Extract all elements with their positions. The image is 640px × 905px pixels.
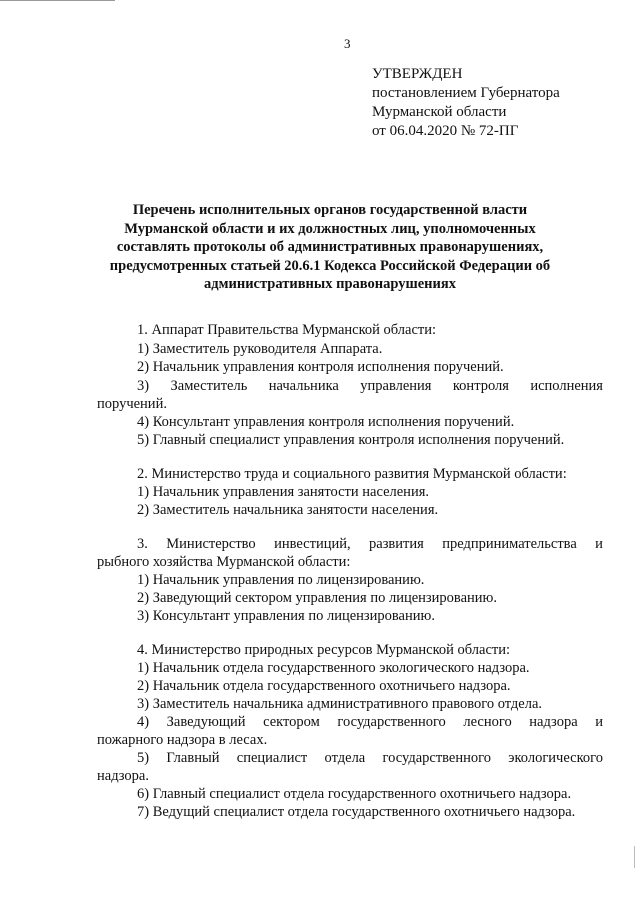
list-item: 1) Начальник управления по лицензированию.: [137, 572, 425, 588]
scan-edge-line: [0, 0, 115, 1]
word: экологического: [508, 750, 603, 766]
word: отдела: [324, 750, 366, 766]
word: Министерство: [166, 536, 256, 552]
list-item: 7) Ведущий специалист отдела государственного охотничьего надзора.: [137, 804, 576, 820]
word: начальника: [268, 378, 339, 394]
list-item: 3) Заместитель начальника административного правового отдела.: [137, 696, 543, 712]
word: надзора: [529, 714, 578, 730]
title-line: Перечень исполнительных органов государственной власти: [132, 202, 528, 218]
word: специалист: [236, 750, 308, 766]
word: и: [595, 714, 603, 730]
word: государственного: [382, 750, 491, 766]
word: контроля: [452, 378, 509, 394]
list-item: 6) Главный специалист отдела государственного охотничьего надзора.: [137, 786, 572, 802]
word: 3): [137, 378, 150, 394]
list-item: 4) Консультант управления контроля исполнения поручений.: [137, 414, 515, 430]
word: государственного: [337, 714, 446, 730]
word: 5): [137, 750, 150, 766]
word: развития: [369, 536, 424, 552]
document-title: [100, 201, 560, 294]
word: Заведующий: [166, 714, 246, 730]
word: предпринимательства: [442, 536, 577, 552]
list-item: 2) Заведующий сектором управления по лицензированию.: [137, 590, 497, 606]
list-item: 5) Главный специалист управления контроля исполнения поручений.: [137, 432, 565, 448]
list-item-justified: [137, 713, 603, 731]
approval-heading: УТВЕРЖДЕН: [372, 66, 463, 82]
section-heading-justified: [137, 535, 603, 553]
word: 4): [137, 714, 150, 730]
title-line: административных правонарушениях: [204, 276, 456, 293]
section-heading: 1. Аппарат Правительства Мурманской области:: [137, 322, 437, 338]
title-line: предусмотренных статьей 20.6.1 Кодекса Российской Федерации об: [109, 257, 551, 274]
word: исполнения: [530, 378, 603, 394]
list-item: 2) Начальник управления контроля исполнения поручений.: [137, 359, 504, 375]
list-item: 1) Начальник отдела государственного экологического надзора.: [137, 660, 530, 676]
list-item-continuation: пожарного надзора в лесах.: [97, 732, 268, 748]
word: управления: [360, 378, 432, 394]
list-item: 3) Консультант управления по лицензированию.: [137, 608, 435, 624]
word: 3.: [137, 536, 148, 552]
word: инвестиций,: [274, 536, 351, 552]
word: лесного: [463, 714, 512, 730]
list-item-justified: [137, 377, 603, 395]
approval-stamp-block: [372, 65, 560, 141]
word: сектором: [263, 714, 320, 730]
section-heading-continuation: рыбного хозяйства Мурманской области:: [97, 554, 351, 570]
list-item-continuation: надзора.: [97, 768, 149, 784]
title-line: составлять протоколы об административных правонарушениях,: [116, 239, 544, 256]
list-item: 2) Начальник отдела государственного охотничьего надзора.: [137, 678, 511, 694]
approval-line: Мурманской области: [372, 104, 507, 120]
approval-line: постановлением Губернатора: [372, 85, 560, 101]
list-item: 1) Начальник управления занятости населения.: [137, 484, 429, 500]
page-number: 3: [344, 36, 351, 51]
list-item-continuation: поручений.: [97, 396, 167, 412]
scan-artifact: [634, 846, 635, 868]
list-item-justified: [137, 749, 603, 767]
approval-date-line: от 06.04.2020 № 72-ПГ: [372, 123, 519, 139]
list-item: 1) Заместитель руководителя Аппарата.: [137, 341, 383, 357]
word: Заместитель: [170, 378, 248, 394]
word: и: [595, 536, 603, 552]
section-heading: 2. Министерство труда и социального развития Мурманской области:: [137, 466, 567, 482]
section-heading: 4. Министерство природных ресурсов Мурманской области:: [137, 642, 511, 658]
title-line: Мурманской области и их должностных лиц, уполномоченных: [124, 220, 536, 237]
word: Главный: [166, 750, 220, 766]
list-item: 2) Заместитель начальника занятости населения.: [137, 502, 439, 518]
